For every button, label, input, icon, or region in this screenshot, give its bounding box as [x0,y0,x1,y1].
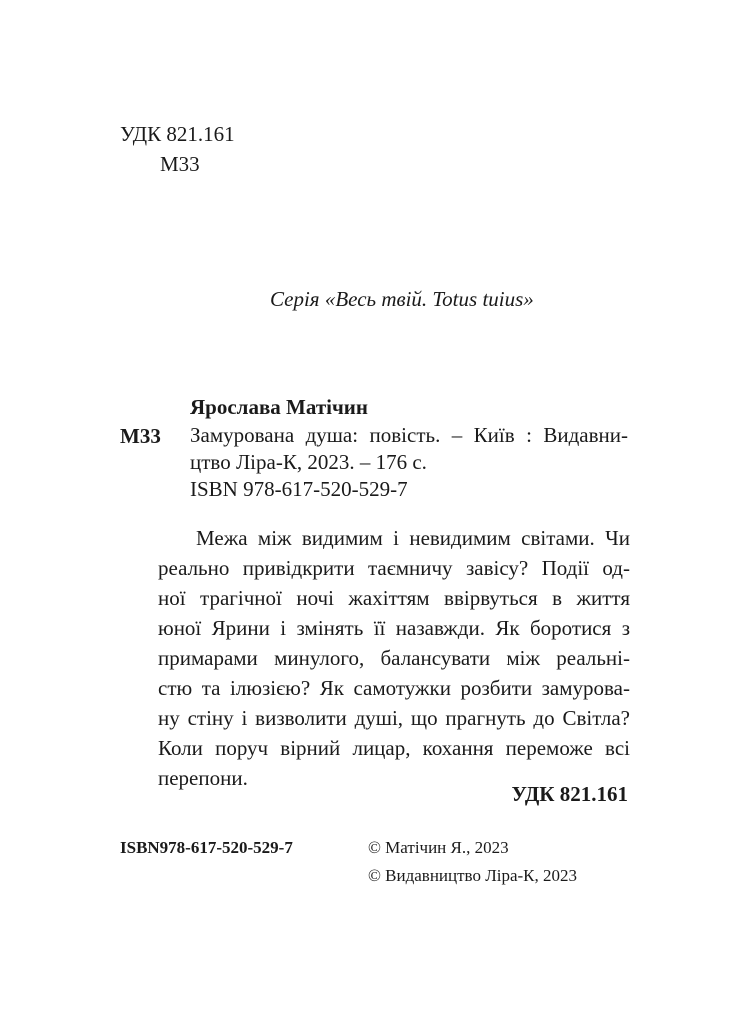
bibliographic-isbn: ISBN 978-617-520-529-7 [190,477,408,501]
book-author: Ярослава Матічин [190,395,369,419]
annotation-line: перепони. [158,766,248,790]
annotation-line: ної трагічної ночі жахіттям ввірвуться в життя [158,586,630,610]
isbn-footer: ISBN978-617-520-529-7 [120,838,293,857]
annotation-line: юної Ярини і змінять її назавжди. Як боротися з [158,616,630,640]
annotation-paragraph [158,523,630,793]
bibliographic-code: М33 [120,424,161,448]
bibliographic-line: цтво Ліра-К, 2023. – 176 с. [190,450,427,474]
author-code-header: М33 [160,152,200,176]
annotation-line: стю та ілюзією? Як самотужки розбити замурова- [158,676,630,700]
annotation-line: реально привідкрити таємничу завісу? Події од- [158,556,630,580]
bibliographic-line: Замурована душа: повість. – Київ : Видавни- [190,423,628,447]
series-title: Серія «Весь твій. Totus tuius» [270,287,534,311]
copyright-publisher: © Видавництво Ліра-К, 2023 [368,866,578,885]
copyright-author: © Матічин Я., 2023 [368,838,509,857]
annotation-line: Межа між видимим і невидимим світами. Чи [196,526,630,550]
udk-header: УДК 821.161 [120,122,235,146]
annotation-line: примарами минулого, балансувати між реальні- [158,646,630,670]
annotation-line: ну стіну і визволити душі, що прагнуть до Світла? [158,706,630,730]
annotation-line: Коли поруч вірний лицар, кохання переможе всі [158,736,630,760]
bibliographic-description [120,422,628,503]
udk-footer: УДК 821.161 [511,782,628,806]
